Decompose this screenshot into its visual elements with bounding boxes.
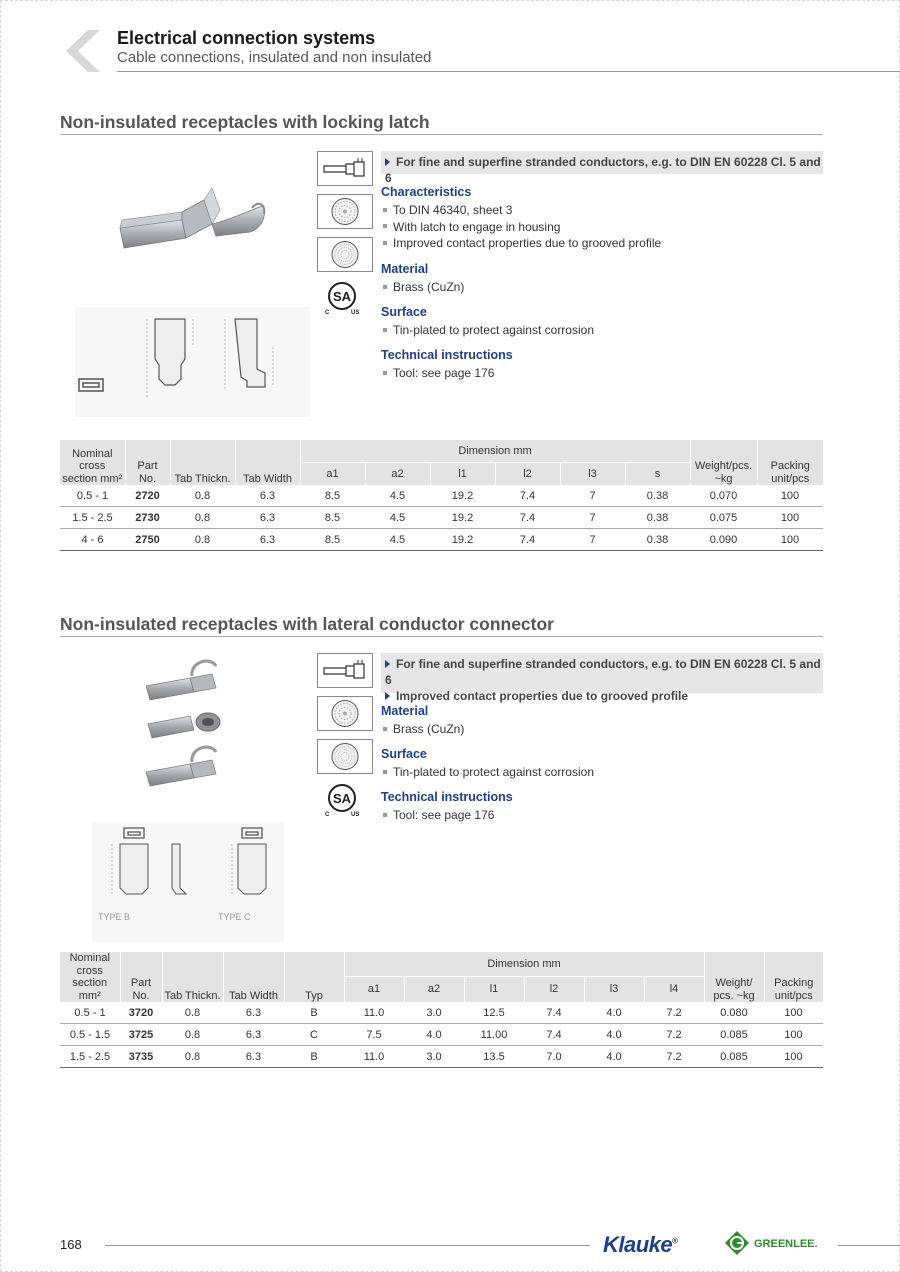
block-heading: Characteristics (381, 185, 472, 199)
block-heading: Surface (381, 305, 427, 319)
col-header-dimension: Dimension mm (300, 440, 690, 462)
receptacle-latch-drawing (75, 307, 310, 417)
table-row: 0.5 - 1.5 3725 0.8 6.3 C 7.5 4.0 11.00 7.4 4.0 7.2 0.085 100 (60, 1024, 823, 1046)
col-header-a1: a1 (300, 462, 365, 485)
col-header-s: s (625, 462, 690, 485)
col-header-part: Part No. (125, 440, 170, 485)
fine-stranded-conductor-icon (317, 194, 373, 229)
page-number: 168 (60, 1237, 82, 1252)
section1-material (381, 262, 464, 296)
crimp-connector-icon (317, 151, 373, 186)
csa-logo-text: SA (332, 289, 352, 304)
col-header-width: Tab Width (223, 952, 284, 1002)
page-title: Electrical connection systems (117, 28, 376, 48)
csa-certification-icon (322, 781, 362, 819)
section2-divider (60, 636, 823, 637)
col-header-l2: l2 (524, 976, 584, 1002)
csa-c-label: C (325, 310, 330, 316)
col-header-nominal: Nominal cross section mm² (60, 440, 125, 485)
greenlee-logo-icon (724, 1230, 750, 1256)
section2-surface (381, 747, 594, 781)
note-item: Improved contact properties due to grooved profile (385, 688, 823, 704)
col-header-l1: l1 (464, 976, 524, 1002)
col-header-l4: l4 (644, 976, 704, 1002)
section1-notes (381, 151, 823, 185)
table-row: 1.5 - 2.5 2730 0.8 6.3 8.5 4.5 19.2 7.4 7 0.38 0.075 100 (60, 507, 823, 529)
receptacle-latch-photo (112, 180, 272, 260)
col-header-a2: a2 (404, 976, 464, 1002)
col-header-nominal: Nominal cross section mm² (60, 952, 120, 1002)
list-item: To DIN 46340, sheet 3 (381, 202, 661, 219)
block-heading: Surface (381, 747, 427, 761)
col-header-l1: l1 (430, 462, 495, 485)
page-subtitle: Cable connections, insulated and non insulated (117, 49, 432, 66)
table-row: 1.5 - 2.5 3735 0.8 6.3 B 11.0 3.0 13.5 7.0 4.0 7.2 0.085 100 (60, 1046, 823, 1068)
table-row: 0.5 - 1 2720 0.8 6.3 8.5 4.5 19.2 7.4 7 0.38 0.070 100 (60, 485, 823, 507)
note-item: For fine and superfine stranded conductors, e.g. to DIN EN 60228 Cl. 5 and 6 (385, 155, 821, 185)
col-header-thickness: Tab Thickn. (170, 440, 235, 485)
list-item: Brass (CuZn) (381, 721, 464, 738)
greenlee-logo: GREENLEE. (754, 1238, 818, 1250)
section1-title: Non-insulated receptacles with locking latch (60, 112, 430, 132)
section2-notes (381, 653, 823, 703)
block-heading: Technical instructions (381, 790, 513, 804)
crimp-connector-icon (317, 653, 373, 688)
table-row: 4 - 6 2750 0.8 6.3 8.5 4.5 19.2 7.4 7 0.38 0.090 100 (60, 529, 823, 551)
csa-logo-text: SA (332, 791, 352, 806)
list-item: Tool: see page 176 (381, 365, 513, 382)
col-header-weight: Weight/pcs. ~kg (690, 440, 757, 485)
csa-c-label: C (325, 812, 330, 818)
list-item: Tin-plated to protect against corrosion (381, 764, 594, 781)
section1-characteristics (381, 185, 661, 252)
block-heading: Material (381, 262, 429, 276)
footer-divider-right (838, 1245, 900, 1246)
col-header-packing: Packing unit/pcs (757, 440, 823, 485)
type-c-label: TYPE C (218, 912, 251, 922)
col-header-l2: l2 (495, 462, 560, 485)
arrow-right-icon (385, 660, 390, 668)
col-header-dimension: Dimension mm (344, 952, 704, 976)
note-item: For fine and superfine stranded conductors, e.g. to DIN EN 60228 Cl. 5 and 6 (385, 657, 821, 687)
section2-technical (381, 790, 513, 824)
superfine-stranded-conductor-icon (317, 739, 373, 774)
fine-stranded-conductor-icon (317, 696, 373, 731)
table-row: 0.5 - 1 3720 0.8 6.3 B 11.0 3.0 12.5 7.4 4.0 7.2 0.080 100 (60, 1002, 823, 1024)
list-item: Tin-plated to protect against corrosion (381, 322, 594, 339)
chevron-left-icon (58, 28, 102, 74)
section2-material (381, 704, 464, 738)
footer-divider (105, 1245, 590, 1246)
header-divider (117, 71, 900, 72)
csa-us-label: US (351, 310, 360, 316)
col-header-a1: a1 (344, 976, 404, 1002)
klauke-logo: Klauke® (603, 1232, 678, 1257)
col-header-thickness: Tab Thickn. (162, 952, 223, 1002)
csa-certification-icon (322, 279, 362, 317)
section1-spec-table (60, 440, 823, 551)
list-item: With latch to engage in housing (381, 219, 661, 236)
arrow-right-icon (385, 158, 390, 166)
receptacle-lateral-drawing (92, 822, 284, 942)
col-header-part: Part No. (120, 952, 162, 1002)
type-b-label: TYPE B (98, 912, 131, 922)
block-heading: Technical instructions (381, 348, 513, 362)
col-header-typ: Typ (284, 952, 344, 1002)
section2-title: Non-insulated receptacles with lateral conductor connector (60, 614, 554, 634)
section1-surface (381, 305, 594, 339)
section2-spec-table (60, 952, 823, 1068)
block-heading: Material (381, 704, 429, 718)
list-item: Improved contact properties due to grooved profile (381, 235, 661, 252)
superfine-stranded-conductor-icon (317, 237, 373, 272)
col-header-width: Tab Width (235, 440, 300, 485)
list-item: Tool: see page 176 (381, 807, 513, 824)
list-item: Brass (CuZn) (381, 279, 464, 296)
col-header-l3: l3 (560, 462, 625, 485)
arrow-right-icon (385, 692, 390, 700)
section1-divider (60, 134, 823, 135)
col-header-weight: Weight/ pcs. ~kg (704, 952, 764, 1002)
section1-technical (381, 348, 513, 382)
col-header-a2: a2 (365, 462, 430, 485)
receptacle-lateral-photo (140, 652, 230, 792)
csa-us-label: US (351, 812, 360, 818)
col-header-l3: l3 (584, 976, 644, 1002)
col-header-packing: Packing unit/pcs (764, 952, 823, 1002)
